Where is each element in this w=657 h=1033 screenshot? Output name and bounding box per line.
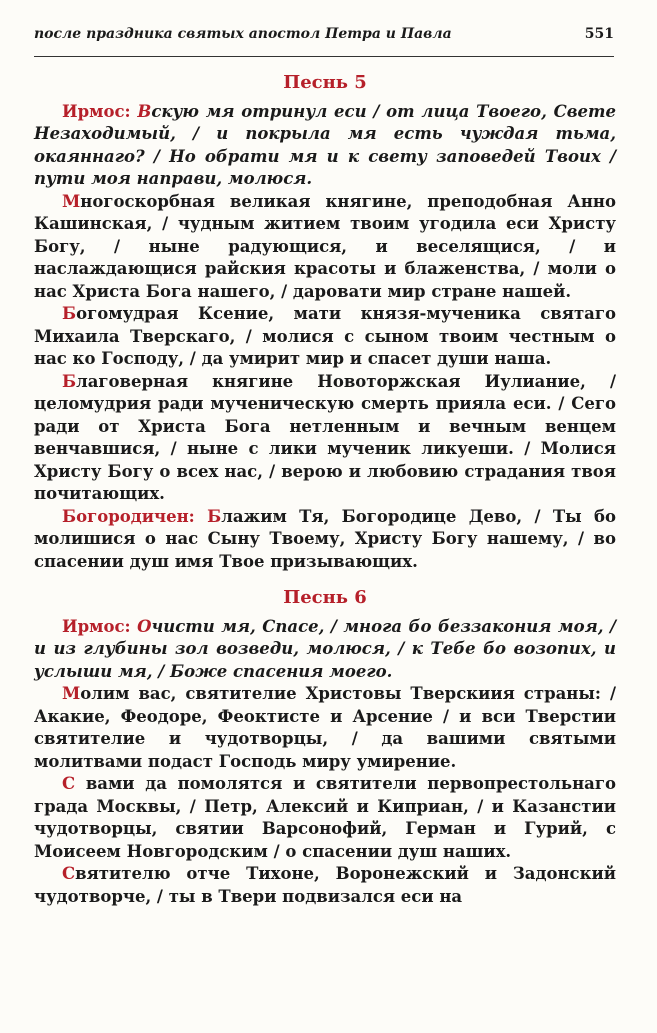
irmos-text: скую мя отринул еси / от лица Твоего, Свете Незаходимый, / и покрыла мя есть чуждая тьма, окаяннаго? / Но обрати мя и к свету заповедей Твоих / пути моя направи, молюся. xyxy=(34,101,616,188)
troparion-text: олим вас, святителие Христовы Тверскиия страны: / Акакие, Феодоре, Феоктисте и Арсение / и вси Тверстии святителие и чудотворцы, / да вашими святыми молитвами подаст Господь миру умирение. xyxy=(34,684,616,771)
song-6-irmos xyxy=(34,616,616,684)
irmos-label: Ирмос: xyxy=(62,616,131,636)
song-5-irmos xyxy=(34,101,616,191)
troparion xyxy=(34,773,616,863)
initial-letter: Б xyxy=(207,506,222,526)
troparion xyxy=(34,191,616,304)
initial-letter: М xyxy=(62,191,81,211)
initial-letter: М xyxy=(62,684,81,703)
troparion-text: лаговерная княгине Новоторжская Иулиание, / целомудрия ради мученическую смерть прияла еси. / Сего ради от Христа Бога нетленным и вечным венцем венчавшися, / ныне с лики мученик ликуеши. / Молися Христу Богу о всех нас, / верою и любовию страдания твоя почитающих. xyxy=(34,371,616,503)
song-5-heading: Песнь 5 xyxy=(283,72,367,93)
theotokion xyxy=(34,506,616,574)
troparion xyxy=(34,683,616,773)
irmos-initial: В xyxy=(137,101,152,121)
irmos-initial: О xyxy=(137,616,152,636)
initial-letter: С xyxy=(62,774,76,793)
text-body xyxy=(34,70,616,908)
troparion xyxy=(34,371,616,506)
irmos-text: чисти мя, Спасе, / многа бо беззакония моя, / и из глубины зол возведи, молюся, / к Тебе бо возопих, и услыши мя, / Боже спасения моего. xyxy=(34,616,616,681)
theotokion-text: лажим Тя, Богородице Дево, / Ты бо молишися о нас Сыну Твоему, Христу Богу нашему, / во спасении душ имя Твое призывающих. xyxy=(34,506,616,571)
troparion-text: ногоскорбная великая княгине, преподобная Анно Кашинская, / чудным житием твоим угодила еси Христу Богу, / ныне радующися, и веселящися, / и наслаждающися райския красоты и блаженства, / моли о нас Христа Бога нашего, / даровати мир стране нашей. xyxy=(34,191,616,301)
header-divider xyxy=(34,56,614,57)
initial-letter: С xyxy=(62,864,76,883)
troparion-text: вами да помолятся и святители первопрестольнаго града Москвы, / Петр, Алексий и Киприан, / и Казанстии чудотворцы, святии Варсонофий, Герман и Гурий, с Моисеем Новгородским / о спасении душ наших. xyxy=(34,774,616,861)
initial-letter: Б xyxy=(62,371,77,391)
song-6-heading: Песнь 6 xyxy=(283,587,367,608)
irmos-label: Ирмос: xyxy=(62,101,131,121)
theotokion-label: Богородичен: xyxy=(62,506,195,526)
troparion-text: огомудрая Ксение, мати князя-мученика святаго Михаила Тверскаго, / молися с сыном твоим честным о нас ко Господу, / да умирит мир и спасет души наша. xyxy=(34,304,616,368)
header-title: после праздника святых апостол Петра и Павла xyxy=(34,26,452,42)
troparion xyxy=(34,863,616,908)
troparion-text: вятителю отче Тихоне, Воронежский и Задонский чудотворче, / ты в Твери подвизался еси на xyxy=(34,864,616,906)
initial-letter: Б xyxy=(62,304,77,323)
troparion xyxy=(34,303,616,371)
page-number: 551 xyxy=(584,26,614,42)
